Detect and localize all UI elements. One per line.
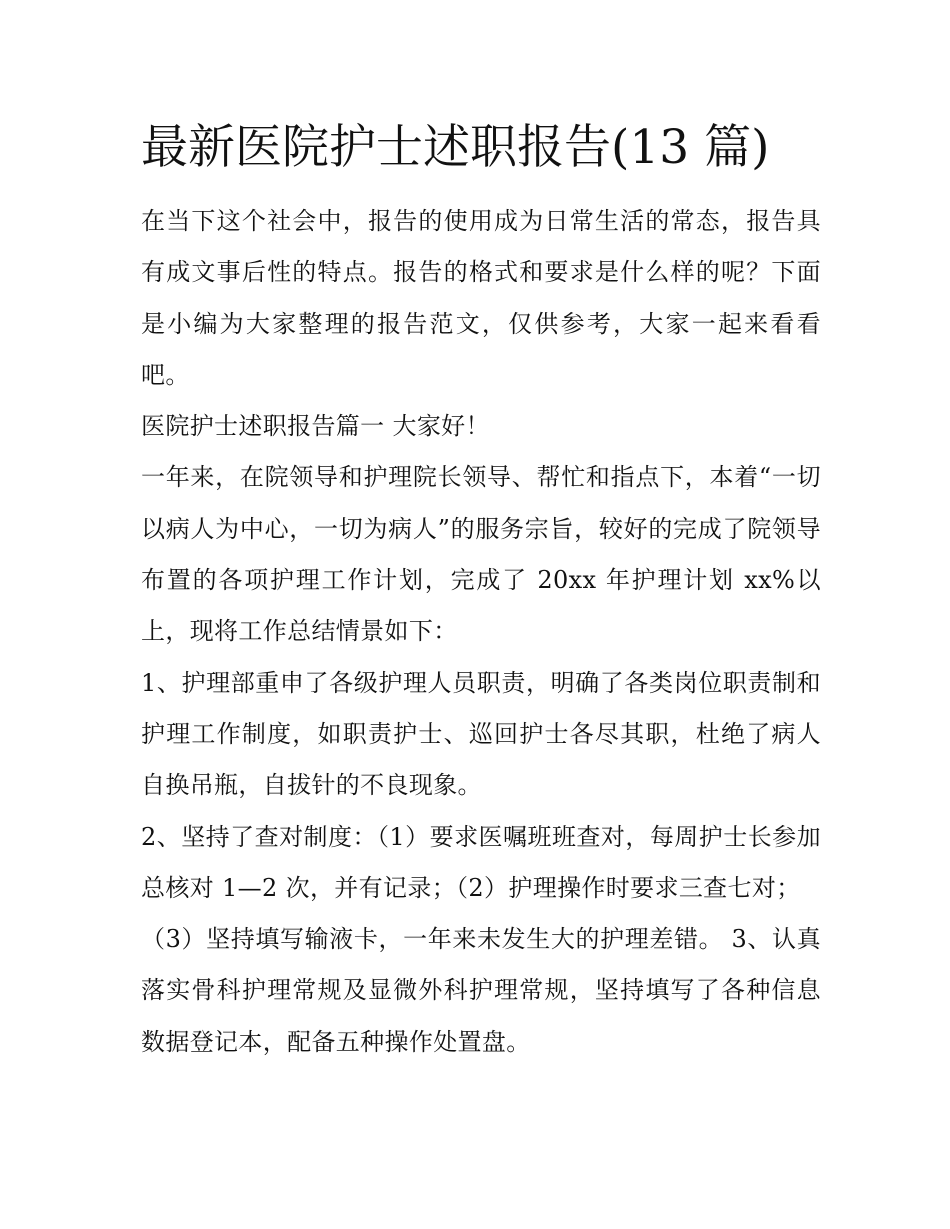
document-title: 最新医院护士述职报告(13 篇) [141, 120, 770, 175]
summary-paragraph: 一年来，在院领导和护理院长领导、帮忙和指点下，本着“一切以病人为中心，一切为病人”的服务宗旨，较好的完成了院领导布置的各项护理工作计划，完成了 20xx 年护理计划 xx%以上，现将工作总结情景如下： [141, 463, 821, 646]
item-1-paragraph: 1、护理部重申了各级护理人员职责，明确了各类岗位职责制和护理工作制度，如职责护士、巡回护士各尽其职，杜绝了病人自换吊瓶，自拔针的不良现象。 [141, 668, 821, 800]
section-heading-greeting: 医院护士述职报告篇一 大家好！ [141, 412, 490, 441]
item-2-paragraph: 2、坚持了查对制度：（1）要求医嘱班班查对，每周护士长参加总核对 1—2 次，并有记录；（2）护理操作时要求三查七对； [141, 822, 821, 902]
item-3-paragraph: （3）坚持填写输液卡，一年来未发生大的护理差错。 3、认真落实骨科护理常规及显微外科护理常规，坚持填写了各种信息数据登记本，配备五种操作处置盘。 [141, 925, 821, 1056]
document-body [141, 118, 821, 1068]
intro-paragraph: 在当下这个社会中，报告的使用成为日常生活的常态，报告具有成文事后性的特点。报告的格式和要求是什么样的呢？下面是小编为大家整理的报告范文，仅供参考，大家一起来看看吧。 [141, 207, 821, 389]
